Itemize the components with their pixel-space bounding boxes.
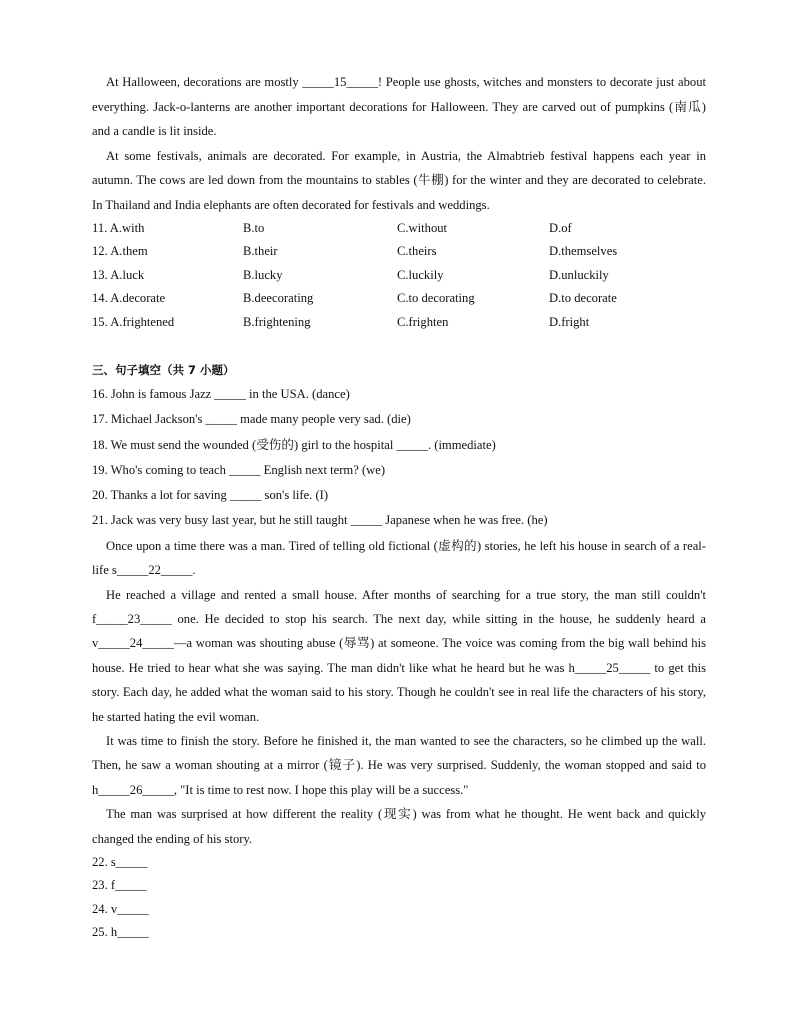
sentence-questions [92, 382, 706, 534]
reading-passage [92, 70, 706, 217]
passage-paragraph-1: At Halloween, decorations are mostly _____15_____! People use ghosts, witches and monsters to decorate just about everything. Jack-o-lanterns are another important decorations for Halloween. They are carved out of pumpkins (南瓜) and a candle is lit inside. [92, 75, 706, 138]
options-row-14 [92, 287, 706, 310]
option-d: D.to decorate [549, 291, 617, 306]
option-c: C.without [397, 221, 448, 235]
option-d: D.fright [549, 314, 590, 329]
option-a: 12. A.them [92, 244, 148, 259]
option-d: D.unluckily [549, 267, 609, 282]
question-17: 17. Michael Jackson's _____ made many people very sad. (die) [92, 412, 411, 427]
section-heading: 三、句子填空（共 7 小题） [92, 362, 235, 377]
option-a: 15. A.frightened [92, 314, 175, 329]
story-paragraph-1: Once upon a time there was a man. Tired of telling old fictional (虚构的) stories, he left his house in search of a real-life s_____22_____. [92, 538, 706, 578]
option-c: C.theirs [397, 244, 437, 259]
answer-22: 22. s_____ [92, 855, 148, 870]
worksheet-page [92, 70, 706, 944]
question-19: 19. Who's coming to teach _____ English next term? (we) [92, 462, 386, 477]
options-list [92, 217, 706, 334]
option-b: B.lucky [243, 267, 283, 282]
question-18: 18. We must send the wounded (受伤的) girl to the hospital _____. (immediate) [92, 437, 496, 452]
option-b: B.to [243, 221, 265, 235]
options-row-11 [92, 217, 706, 240]
answer-25: 25. h_____ [92, 924, 149, 939]
option-b: B.their [243, 244, 278, 259]
options-row-15 [92, 311, 706, 334]
story-passage [92, 534, 706, 851]
option-a: 11. A.with [92, 221, 145, 235]
option-c: C.frighten [397, 314, 449, 329]
answer-lines [92, 851, 706, 944]
answer-23: 23. f_____ [92, 878, 147, 893]
section-spacer [92, 334, 706, 358]
story-paragraph-4: The man was surprised at how different the reality (现实) was from what he thought. He went back and quickly changed the ending of his story. [92, 807, 706, 846]
option-d: D.of [549, 221, 572, 235]
question-21: 21. Jack was very busy last year, but he still taught _____ Japanese when he was free. (he) [92, 513, 548, 528]
option-a: 13. A.luck [92, 267, 145, 282]
option-c: C.to decorating [397, 291, 475, 306]
option-a: 14. A.decorate [92, 291, 166, 306]
question-20: 20. Thanks a lot for saving _____ son's life. (I) [92, 488, 329, 503]
passage-paragraph-2: At some festivals, animals are decorated. For example, in Austria, the Almabtrieb festival happens each year in autumn. The cows are led down from the mountains to stables (牛棚) for the winter and they are decorated to celebrate. In Thailand and India elephants are often decorated for festivals and weddings. [92, 148, 706, 212]
story-paragraph-2: He reached a village and rented a small house. After months of searching for a true story, the man still couldn't f_____23_____ one. He decided to stop his search. The next day, while sitting in the house, he suddenly heard a v_____24_____—a woman was shouting abuse (辱骂) at someone. The voice was coming from the big wall behind his house. He tried to hear what she was saying. The man didn't like what he heard but he was h_____25_____ to get this story. Each day, he added what the woman said to his story. Though he couldn't see in real life the characters of his story, he started hating the evil woman. [92, 587, 706, 724]
option-d: D.themselves [549, 244, 618, 259]
option-c: C.luckily [397, 267, 444, 282]
answer-24: 24. v_____ [92, 901, 149, 916]
question-16: 16. John is famous Jazz _____ in the USA. (dance) [92, 386, 350, 401]
option-b: B.deecorating [243, 291, 314, 306]
options-row-13 [92, 264, 706, 287]
story-paragraph-3: It was time to finish the story. Before he finished it, the man wanted to see the characters, so he climbed up the wall. Then, he saw a woman shouting at a mirror (镜子). He was very surprised. Suddenly, the woman stopped and said to h_____26_____, "It is time to rest now. I hope this play will be a success." [92, 733, 706, 797]
options-row-12 [92, 240, 706, 263]
option-b: B.frightening [243, 314, 311, 329]
